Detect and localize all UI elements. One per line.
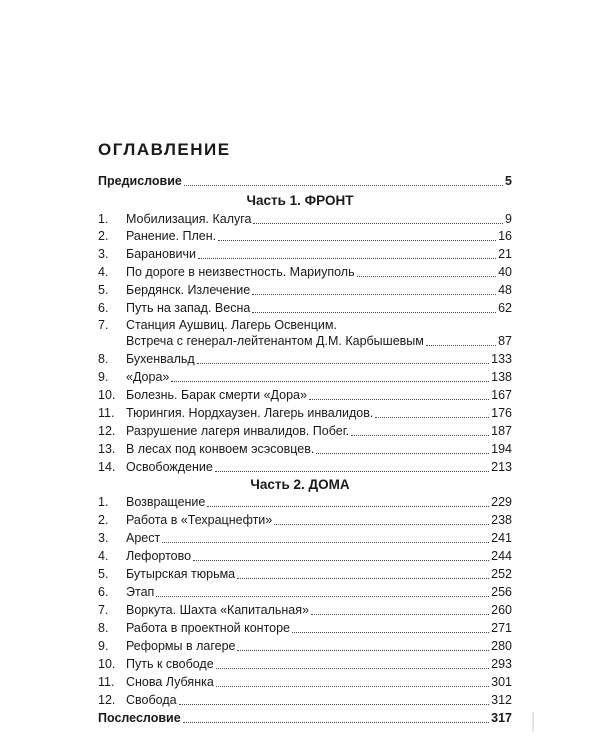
toc-entry[interactable] [98,229,512,244]
entry-number: 3. [98,247,109,261]
part2-heading: Часть 2. ДОМА [250,477,350,492]
entry-title: Бухенвальд [126,352,195,366]
page-number: 16 [498,229,512,243]
dot-leader [171,381,489,382]
entry-title: Разрушение лагеря инвалидов. Побег. [126,424,350,438]
toc-entry[interactable] [98,603,512,618]
dot-leader [252,312,496,313]
toc-entry[interactable] [98,265,512,280]
entry-number: 14. [98,460,116,474]
toc-entry[interactable] [98,549,512,564]
page-number: 317 [491,711,512,725]
dot-leader [237,578,489,579]
dot-leader [252,294,496,295]
dot-leader [253,223,503,224]
entry-number: 4. [98,265,109,279]
toc-entry[interactable] [98,531,512,546]
page-number: 9 [505,212,512,226]
page-number: 260 [491,603,512,617]
toc-heading: ОГЛАВЛЕНИЕ [98,140,231,159]
toc-entry-first-line[interactable] [98,318,337,332]
entry-title: Болезнь. Барак смерти «Дора» [126,388,307,402]
page-number: 138 [491,370,512,384]
dot-leader [193,560,489,561]
page-number: 5 [505,174,512,188]
page-number: 213 [491,460,512,474]
toc-entry[interactable] [98,442,512,457]
entry-number: 1. [98,212,109,226]
page-number: 133 [491,352,512,366]
entry-number: 13. [98,442,116,456]
dot-leader [292,632,489,633]
toc-entry[interactable] [98,301,512,316]
dot-leader [216,686,489,687]
dot-leader [216,668,489,669]
page-number: 238 [491,513,512,527]
entry-title: Барановичи [126,247,197,261]
entry-title: В лесах под конвоем эсэсовцев. [126,442,315,456]
entry-number: 10. [98,388,116,402]
page-number: 229 [491,495,512,509]
dot-leader [179,704,490,705]
dot-leader [311,614,489,615]
dot-leader [207,506,489,507]
page-number: 187 [491,424,512,438]
entry-title: «Дора» [126,370,170,384]
entry-title: Встреча с генерал-лейтенантом Д.М. Карбышевым [126,334,424,348]
dot-leader [156,596,489,597]
entry-number: 2. [98,229,109,243]
entry-number: 12. [98,424,116,438]
entry-number: 3. [98,531,109,545]
entry-title: Мобилизация. Калуга [126,212,252,226]
page-number: 21 [498,247,512,261]
entry-title: Послесловие [98,711,181,725]
dot-leader [215,471,489,472]
entry-title: Этап [126,585,155,599]
entry-title: Снова Лубянка [126,675,214,689]
entry-title: Путь на запад. Весна [126,301,251,315]
page-number: 87 [498,334,512,348]
entry-number: 10. [98,657,116,671]
entry-title: Работа в проектной конторе [126,621,291,635]
entry-number: 9. [98,370,109,384]
dot-leader [426,345,496,346]
toc-entry[interactable] [98,657,512,672]
toc-entry[interactable] [126,334,512,349]
toc-entry[interactable] [98,639,512,654]
entry-number: 8. [98,352,109,366]
entry-title: Арест [126,531,161,545]
page-number: 252 [491,567,512,581]
dot-leader [316,453,489,454]
entry-number: 6. [98,585,109,599]
entry-title: Бутырская тюрьма [126,567,236,581]
entry-title: Ранение. Плен. [126,229,217,243]
entry-number: 11. [98,675,115,689]
page-number: 241 [491,531,512,545]
toc-entry[interactable] [98,513,512,528]
page-number: 194 [491,442,512,456]
toc-entry[interactable] [98,352,512,367]
dot-leader [183,722,489,723]
dot-leader [351,435,489,436]
entry-number: 8. [98,621,109,635]
page-number: 256 [491,585,512,599]
toc-entry[interactable] [98,693,512,708]
entry-title: Бердянск. Излечение [126,283,251,297]
dot-leader [162,542,489,543]
toc-entry[interactable] [98,370,512,385]
entry-title: Реформы в лагере [126,639,236,653]
entry-title: Лефортово [126,549,192,563]
page-number: 62 [498,301,512,315]
dot-leader [357,276,496,277]
entry-number: 5. [98,567,109,581]
entry-title: Путь к свободе [126,657,214,671]
dot-leader [184,185,503,186]
page-number: 176 [491,406,512,420]
entry-title: Предисловие [98,174,182,188]
entry-number: 2. [98,513,109,527]
page-number: 301 [491,675,512,689]
part1-heading: Часть 1. ФРОНТ [246,193,354,208]
page-edge-mark [532,712,534,732]
entry-number: 6. [98,301,109,315]
toc-entry[interactable] [98,495,512,510]
page-number: 167 [491,388,512,402]
entry-title: Свобода [126,693,177,707]
toc-entry[interactable] [98,585,512,600]
page-number: 280 [491,639,512,653]
entry-number: 5. [98,283,109,297]
entry-title: Работа в «Техрацнефти» [126,513,273,527]
page-number: 293 [491,657,512,671]
toc-entry[interactable] [98,424,512,439]
entry-title: Воркута. Шахта «Капитальная» [126,603,309,617]
entry-title: Освобождение [126,460,213,474]
entry-number: 12. [98,693,116,707]
dot-leader [198,258,496,259]
toc-entry[interactable] [98,621,512,636]
toc-entry-preface[interactable] [98,174,512,189]
page-number: 271 [491,621,512,635]
toc-entry[interactable] [98,388,512,403]
entry-title: Станция Аушвиц. Лагерь Освенцим. [126,318,337,332]
entry-title: Возвращение [126,495,206,509]
dot-leader [237,650,489,651]
dot-leader [218,240,496,241]
entry-number: 1. [98,495,109,509]
toc-entry[interactable] [98,460,512,475]
page-number: 244 [491,549,512,563]
dot-leader [197,363,489,364]
toc-entry[interactable] [98,212,512,227]
toc-entry-afterword[interactable] [98,711,512,726]
page-number: 312 [491,693,512,707]
entry-number: 7. [98,318,109,332]
toc-entry[interactable] [98,406,512,421]
entry-number: 11. [98,406,115,420]
toc-entry[interactable] [98,283,512,298]
dot-leader [274,524,489,525]
page-number: 48 [498,283,512,297]
dot-leader [309,399,489,400]
toc-entry[interactable] [98,247,512,262]
entry-number: 7. [98,603,109,617]
toc-entry[interactable] [98,567,512,582]
dot-leader [375,417,489,418]
entry-title: Тюрингия. Нордхаузен. Лагерь инвалидов. [126,406,374,420]
toc-entry[interactable] [98,675,512,690]
entry-number: 4. [98,549,109,563]
entry-title: По дороге в неизвестность. Мариуполь [126,265,355,279]
page-number: 40 [498,265,512,279]
entry-number: 9. [98,639,109,653]
